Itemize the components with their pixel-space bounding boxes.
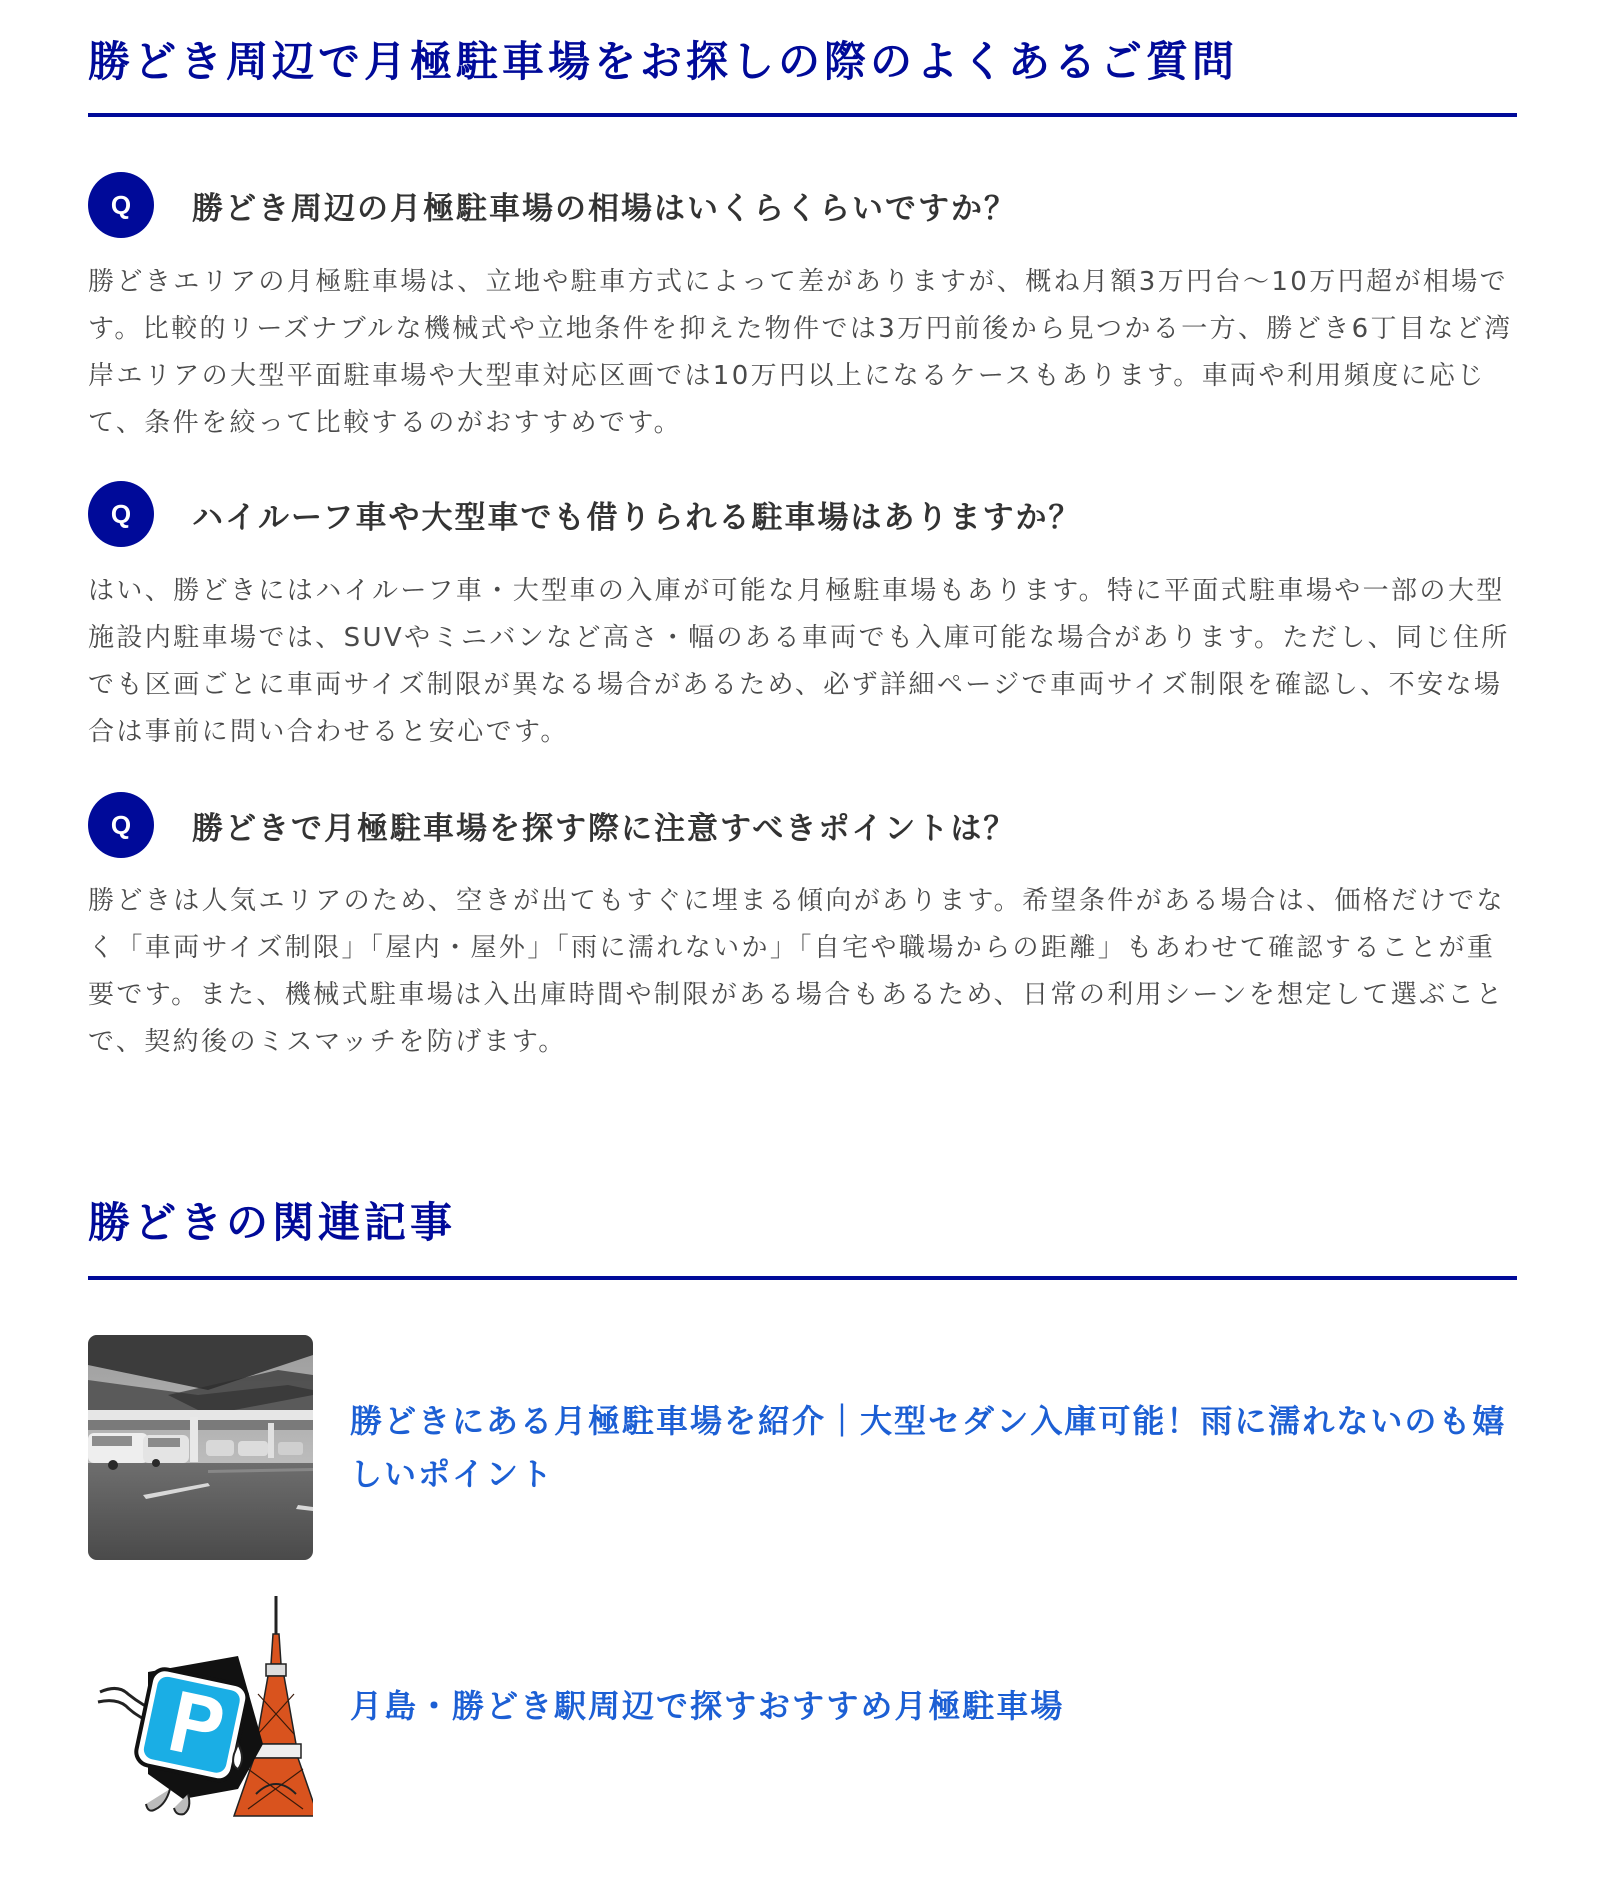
- faq-question-text: ハイルーフ車や大型車でも借りられる駐車場はありますか？: [192, 499, 1082, 536]
- related-heading-divider: [88, 1276, 1517, 1280]
- parking-garage-thumbnail[interactable]: [88, 1335, 313, 1560]
- related-articles-heading: 勝どきの関連記事: [88, 1198, 457, 1247]
- faq-question-2: [88, 481, 1517, 547]
- faq-heading: 勝どき周辺で月極駐車場をお探しの際のよくあるご質問: [88, 37, 1239, 86]
- related-article-link[interactable]: 勝どきにある月極駐車場を紹介｜大型セダン入庫可能！雨に濡れないのも嬉しいポイント: [350, 1401, 1507, 1493]
- mascot-thumbnail[interactable]: [88, 1594, 313, 1819]
- related-article-link[interactable]: 月島・勝どき駅周辺で探すおすすめ月極駐車場: [350, 1687, 1065, 1725]
- related-article-1[interactable]: [88, 1335, 1517, 1560]
- parking-mascot-tokyo-tower-icon: [88, 1594, 313, 1819]
- related-article-2[interactable]: [88, 1594, 1517, 1819]
- faq-answer-1: 勝どきエリアの月極駐車場は、立地や駐車方式によって差がありますが、概ね月額3万円台〜10万円超が相場です。比較的リーズナブルな機械式や立地条件を抑えた物件では3万円前後から見つかる一方、勝どき6丁目など湾岸エリアの大型平面駐車場や大型車対応区画では10万円以上になるケースもあります。車両や利用頻度に応じて、条件を絞って比較するのがおすすめです。: [88, 267, 1513, 438]
- q-badge-icon: Q: [88, 481, 154, 547]
- parking-garage-photo-icon: [88, 1335, 313, 1560]
- q-badge-icon: Q: [88, 172, 154, 238]
- faq-question-3: [88, 792, 1517, 858]
- faq-heading-divider: [88, 113, 1517, 117]
- faq-question-1: [88, 172, 1517, 238]
- faq-question-text: 勝どきで月極駐車場を探す際に注意すべきポイントは？: [192, 810, 1017, 847]
- faq-question-text: 勝どき周辺の月極駐車場の相場はいくらくらいですか？: [192, 190, 1017, 227]
- q-badge-icon: Q: [88, 792, 154, 858]
- parking-p-mascot-icon: [98, 1656, 263, 1814]
- faq-answer-2: はい、勝どきにはハイルーフ車・大型車の入庫が可能な月極駐車場もあります。特に平面式駐車場や一部の大型施設内駐車場では、SUVやミニバンなど高さ・幅のある車両でも入庫可能な場合があります。ただし、同じ住所でも区画ごとに車両サイズ制限が異なる場合があるため、必ず詳細ページで車両サイズ制限を確認し、不安な場合は事前に問い合わせると安心です。: [88, 576, 1510, 747]
- faq-answer-3: 勝どきは人気エリアのため、空きが出てもすぐに埋まる傾向があります。希望条件がある場合は、価格だけでなく「車両サイズ制限」「屋内・屋外」「雨に濡れないか」「自宅や職場からの距離」もあわせて確認することが重要です。また、機械式駐車場は入出庫時間や制限がある場合もあるため、日常の利用シーンを想定して選ぶことで、契約後のミスマッチを防げます。: [88, 886, 1505, 1057]
